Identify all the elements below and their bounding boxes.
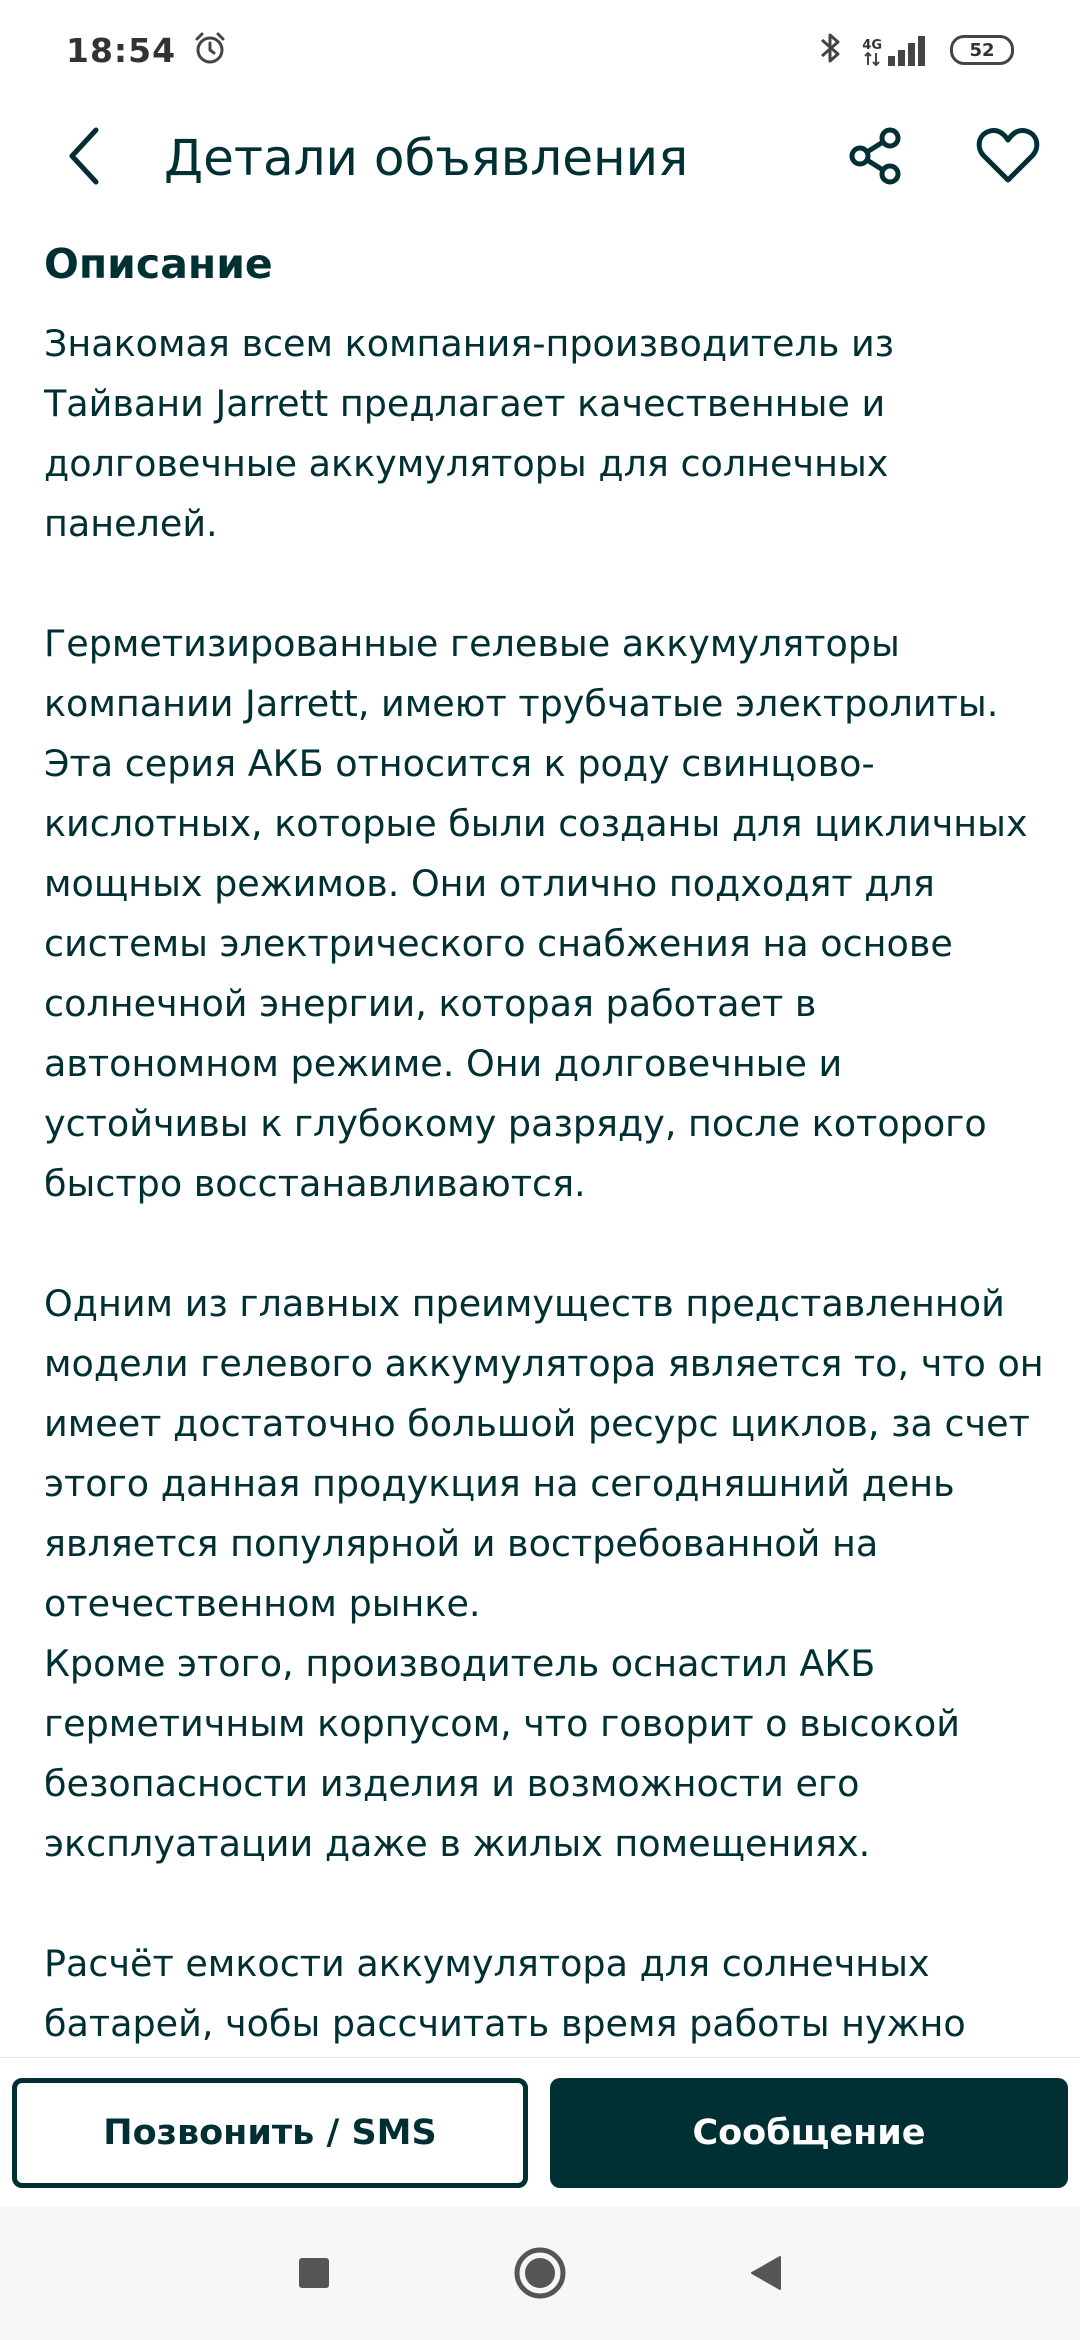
- signal-icon: [862, 34, 932, 66]
- back-button[interactable]: [46, 120, 122, 196]
- bluetooth-icon: [818, 30, 844, 70]
- action-bar: [0, 2057, 1080, 2207]
- message-button[interactable]: Сообщение: [550, 2078, 1068, 2188]
- share-icon: [846, 126, 906, 190]
- alarm-icon: [192, 30, 228, 70]
- status-right: [818, 30, 1014, 70]
- section-title: Описание: [44, 240, 273, 288]
- battery-icon: [950, 35, 1014, 65]
- page-title: Детали объявления: [164, 129, 689, 187]
- back-icon: [746, 2253, 786, 2297]
- heart-icon: [976, 126, 1040, 190]
- favorite-button[interactable]: [970, 120, 1046, 196]
- recent-apps-icon: [297, 2256, 331, 2294]
- system-back-button[interactable]: [734, 2243, 798, 2307]
- status-left: [66, 30, 228, 70]
- description-section: [44, 236, 1044, 2051]
- network-type-label: 4G: [862, 38, 882, 53]
- battery-level: 52: [969, 39, 995, 61]
- share-button[interactable]: [838, 120, 914, 196]
- status-bar: [0, 0, 1080, 100]
- navigation-bar: [0, 2207, 1080, 2340]
- back-arrow-icon: [62, 124, 106, 192]
- home-icon: [512, 2245, 568, 2305]
- status-time: 18:54: [66, 30, 177, 70]
- home-button[interactable]: [508, 2243, 572, 2307]
- app-header: [0, 100, 1080, 216]
- description-text: Знакомая всем компания-производитель из Тайвани Jarrett предлагает качественные и долговечные аккумуляторы для солнечных панелей. Герметизированные гелевые аккумуляторы компании Jarrett, имеют трубчатые электролиты. Эта серия АКБ относится к роду свинцово-кислотных, которые были созданы для цикличных мощных режимов. Они отлично подходят для системы электрического снабжения на основе солнечной энергии, которая работает в автономном режиме. Они долговечные и устойчивы к глубокому разряду, после которого быстро восстанавливаются. Одним из главных преимуществ представленной модели гелевого аккумулятора является то, что он имеет достаточно большой ресурс циклов, за счет этого данная продукция на сегодняшний день является популярной и востребованной на отечественном рынке. Кроме этого, производитель оснастил АКБ герметичным корпусом, что говорит о высокой безопасности изделия и возможности его эксплуатации даже в жилых помещениях. Расчёт емкости аккумулятора для солнечных батарей, чобы рассчитать время работы нужно: [44, 322, 1044, 2045]
- recent-apps-button[interactable]: [282, 2243, 346, 2307]
- call-sms-button[interactable]: Позвонить / SMS: [12, 2078, 528, 2188]
